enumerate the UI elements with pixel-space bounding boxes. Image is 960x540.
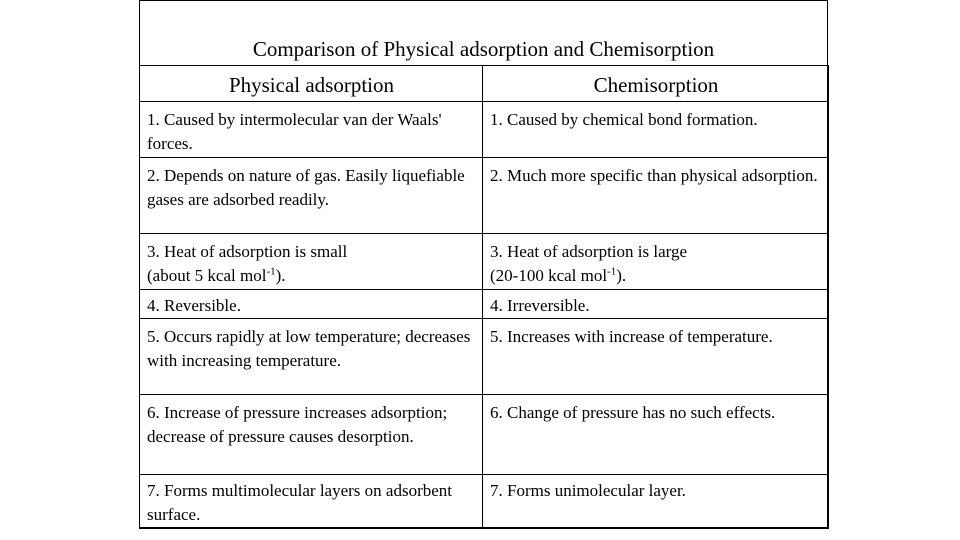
header-row (140, 66, 829, 102)
table-row (140, 158, 829, 234)
physical-cell: 5. Occurs rapidly at low temperature; decreases with increasing temperature. (140, 319, 483, 395)
physical-cell: 2. Depends on nature of gas. Easily liquefiable gases are adsorbed readily. (140, 158, 483, 234)
chemisorption-cell: 2. Much more specific than physical adsorption. (483, 158, 829, 234)
cell-line: (20-100 kcal mol (490, 266, 608, 285)
cell-line: 3. Heat of adsorption is small (147, 242, 348, 261)
table-row (140, 234, 829, 290)
chemisorption-cell: 5. Increases with increase of temperature. (483, 319, 829, 395)
table-row (140, 290, 829, 319)
physical-cell: 6. Increase of pressure increases adsorption; decrease of pressure causes desorption. (140, 395, 483, 475)
chemisorption-cell: 6. Change of pressure has no such effects. (483, 395, 829, 475)
physical-cell (140, 234, 483, 290)
physical-cell: 4. Reversible. (140, 290, 483, 319)
chemisorption-cell: 4. Irreversible. (483, 290, 829, 319)
table-row (140, 395, 829, 475)
cell-line: (about 5 kcal mol (147, 266, 267, 285)
table-row (140, 475, 829, 529)
cell-line-end: ). (275, 266, 286, 285)
column-header-chemisorption: Chemisorption (483, 66, 829, 102)
table-row (140, 319, 829, 395)
physical-cell: 7. Forms multimolecular layers on adsorbent surface. (140, 475, 483, 529)
table-row (140, 102, 829, 158)
comparison-table (139, 65, 829, 529)
column-header-physical: Physical adsorption (140, 66, 483, 102)
chemisorption-cell: 1. Caused by chemical bond formation. (483, 102, 829, 158)
page-title: Comparison of Physical adsorption and Chemisorption (252, 37, 715, 61)
chemisorption-cell: 7. Forms unimolecular layer. (483, 475, 829, 529)
cell-line: 3. Heat of adsorption is large (490, 242, 688, 261)
cell-line-end: ). (616, 266, 627, 285)
superscript: -1 (266, 265, 276, 278)
superscript: -1 (607, 265, 617, 278)
chemisorption-cell (483, 234, 829, 290)
physical-cell: 1. Caused by intermolecular van der Waals' forces. (140, 102, 483, 158)
